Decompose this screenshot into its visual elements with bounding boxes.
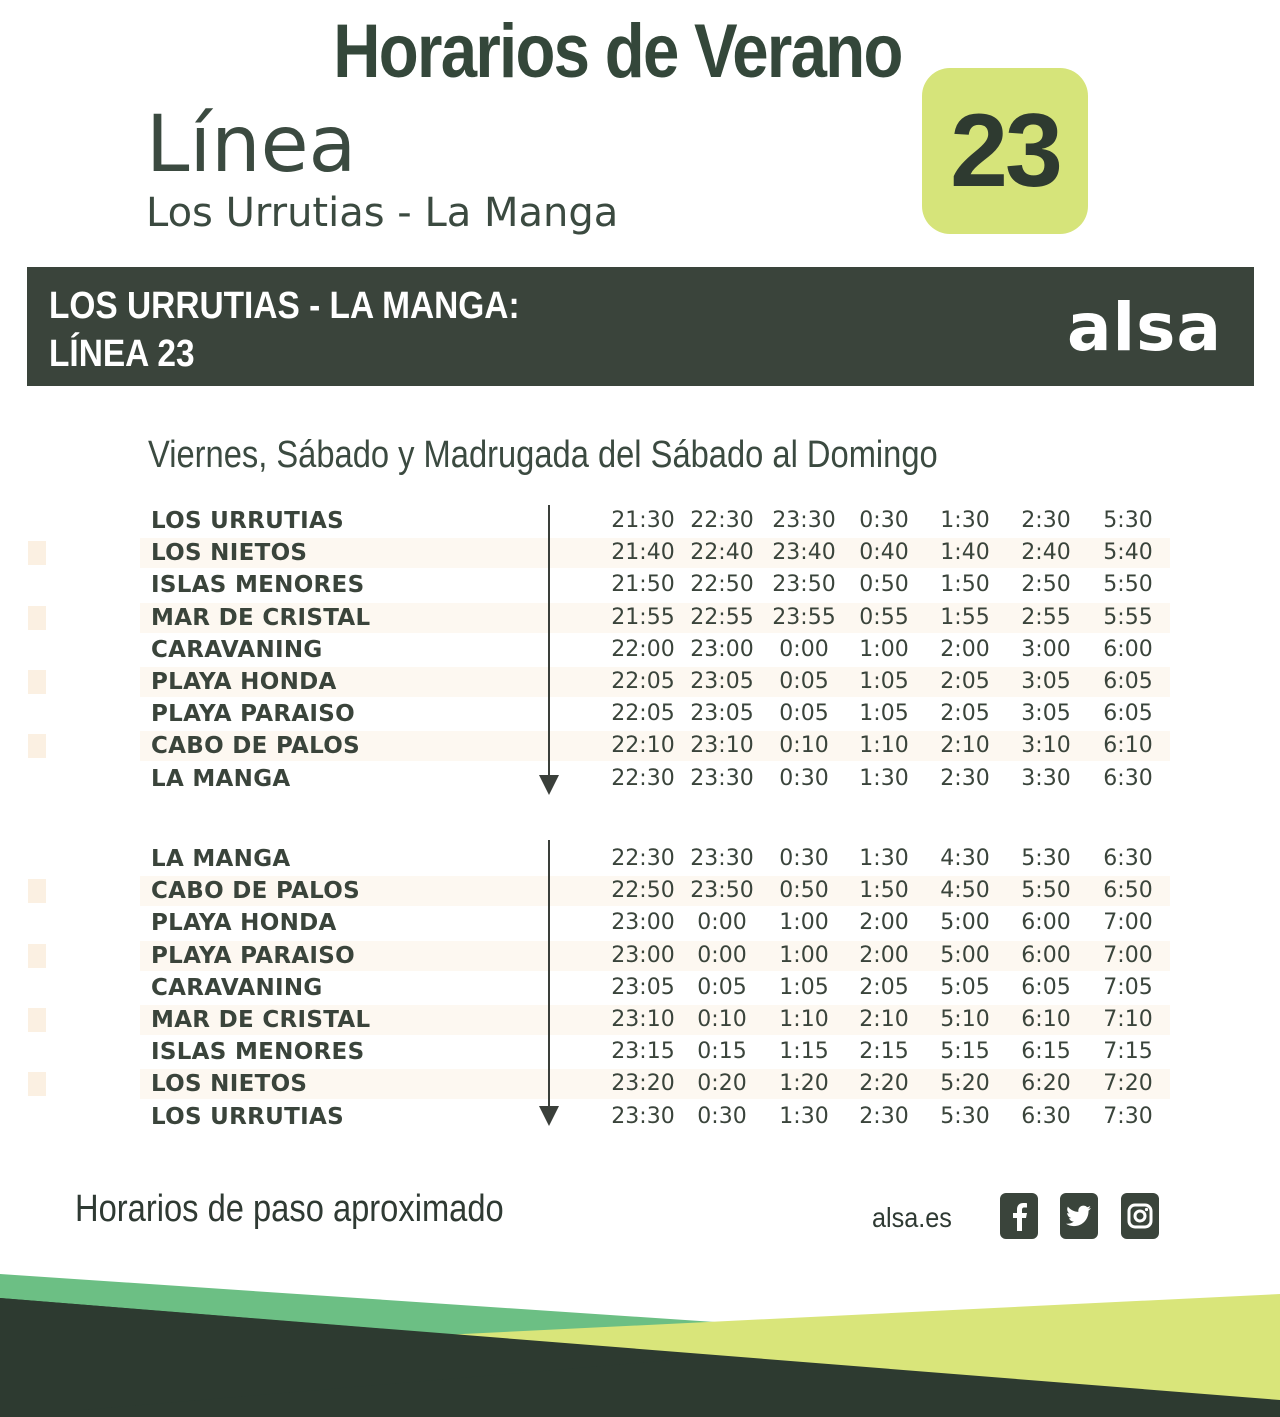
stop-name: PLAYA HONDA <box>151 910 337 937</box>
departure-time: 22:10 <box>611 733 675 759</box>
departure-time: 1:55 <box>940 604 990 630</box>
stop-name: PLAYA PARAISO <box>151 701 356 728</box>
departure-time: 6:30 <box>1103 846 1153 871</box>
timetable-row <box>0 875 1280 907</box>
departure-time: 22:30 <box>611 846 675 871</box>
stop-name: LA MANGA <box>151 846 291 872</box>
departure-time: 7:10 <box>1103 1007 1153 1032</box>
linea-label: Línea <box>146 100 357 190</box>
departure-time: 5:30 <box>1021 846 1071 871</box>
decorative-stripes <box>0 1270 1280 1417</box>
timetable-row <box>0 634 1280 666</box>
departure-time: 1:50 <box>859 878 909 904</box>
departure-time: 6:50 <box>1103 878 1153 904</box>
departure-time: 23:30 <box>690 846 754 871</box>
row-marker <box>28 541 46 565</box>
departure-time: 0:10 <box>779 733 829 759</box>
departure-time: 1:00 <box>859 636 909 662</box>
timetable-row <box>0 505 1280 537</box>
row-marker <box>28 606 46 630</box>
stop-name: MAR DE CRISTAL <box>151 604 371 631</box>
departure-time: 2:30 <box>1021 508 1071 533</box>
route-name: Los Urrutias - La Manga <box>146 190 619 236</box>
departure-time: 6:00 <box>1021 910 1071 936</box>
departure-time: 0:20 <box>697 1071 747 1097</box>
departure-time: 3:05 <box>1021 669 1071 694</box>
departure-time: 0:05 <box>779 701 829 727</box>
stop-name: CARAVANING <box>151 974 323 1001</box>
departure-time: 5:30 <box>940 1103 990 1129</box>
departure-time: 0:05 <box>697 974 747 1000</box>
departure-time: 2:30 <box>859 1103 909 1129</box>
departure-time: 0:30 <box>697 1103 747 1129</box>
departure-time: 23:00 <box>611 942 675 968</box>
departure-time: 5:30 <box>1103 508 1153 533</box>
stop-name: LOS NIETOS <box>151 1071 308 1098</box>
timetable-row <box>0 843 1280 875</box>
departure-time: 1:30 <box>779 1103 829 1129</box>
departure-time: 2:05 <box>859 974 909 1000</box>
timetable-row <box>0 602 1280 634</box>
departure-time: 6:30 <box>1021 1103 1071 1129</box>
departure-time: 23:30 <box>611 1103 675 1129</box>
departure-time: 23:40 <box>772 540 836 566</box>
departure-time: 7:20 <box>1103 1071 1153 1097</box>
departure-time: 2:15 <box>859 1039 909 1065</box>
departure-time: 0:05 <box>779 669 829 694</box>
stop-name: MAR DE CRISTAL <box>151 1007 371 1033</box>
departure-time: 6:10 <box>1103 733 1153 759</box>
departure-time: 7:00 <box>1103 942 1153 968</box>
departure-time: 5:20 <box>940 1071 990 1097</box>
departure-time: 1:10 <box>779 1007 829 1032</box>
alsa-logo: alsa <box>1067 289 1222 366</box>
approximate-times-note: Horarios de paso aproximado <box>75 1188 504 1230</box>
departure-time: 3:05 <box>1021 701 1071 727</box>
timetable-row <box>0 1004 1280 1036</box>
departure-time: 22:05 <box>611 701 675 727</box>
timetable-row <box>0 537 1280 569</box>
row-marker <box>28 879 46 903</box>
departure-time: 1:05 <box>779 974 829 1000</box>
departure-time: 1:50 <box>940 572 990 598</box>
departure-time: 2:20 <box>859 1071 909 1097</box>
row-marker <box>28 944 46 968</box>
departure-time: 0:10 <box>697 1007 747 1032</box>
timetable-row <box>0 569 1280 601</box>
inbound-direction-arrow-head <box>539 1106 559 1126</box>
departure-time: 1:00 <box>779 942 829 968</box>
departure-time: 0:30 <box>779 846 829 871</box>
departure-time: 2:00 <box>940 636 990 662</box>
departure-time: 0:00 <box>697 942 747 968</box>
departure-time: 5:00 <box>940 910 990 936</box>
departure-time: 6:30 <box>1103 765 1153 791</box>
departure-time: 23:05 <box>611 974 675 1000</box>
departure-time: 1:05 <box>859 669 909 694</box>
departure-time: 7:30 <box>1103 1103 1153 1129</box>
departure-time: 22:30 <box>611 765 675 791</box>
page-title: Horarios de Verano <box>333 9 902 94</box>
departure-time: 0:00 <box>779 636 829 662</box>
departure-time: 22:40 <box>690 540 754 566</box>
departure-time: 0:50 <box>779 878 829 904</box>
departure-time: 1:30 <box>940 508 990 533</box>
route-banner <box>27 267 1254 386</box>
banner-route-title: LOS URRUTIAS - LA MANGA: <box>49 285 520 327</box>
departure-time: 21:30 <box>611 508 675 533</box>
departure-time: 23:20 <box>611 1071 675 1097</box>
inbound-direction-arrow-line <box>548 840 550 1107</box>
stop-name: PLAYA HONDA <box>151 669 337 695</box>
departure-time: 5:50 <box>1021 878 1071 904</box>
departure-time: 1:00 <box>779 910 829 936</box>
departure-time: 6:05 <box>1103 701 1153 727</box>
departure-time: 3:00 <box>1021 636 1071 662</box>
row-marker <box>28 670 46 694</box>
departure-time: 22:00 <box>611 636 675 662</box>
outbound-direction-arrow-line <box>548 505 550 777</box>
stop-name: CABO DE PALOS <box>151 878 360 905</box>
stop-name: LA MANGA <box>151 765 291 792</box>
departure-time: 23:30 <box>690 765 754 791</box>
departure-time: 2:10 <box>940 733 990 759</box>
departure-time: 0:30 <box>779 765 829 791</box>
stop-name: ISLAS MENORES <box>151 572 365 599</box>
row-marker <box>28 1072 46 1096</box>
departure-time: 1:20 <box>779 1071 829 1097</box>
timetable-row <box>0 907 1280 939</box>
line-number-badge <box>922 68 1088 234</box>
departure-time: 5:00 <box>940 942 990 968</box>
departure-time: 6:05 <box>1103 669 1153 694</box>
departure-time: 3:10 <box>1021 733 1071 759</box>
stop-name: PLAYA PARAISO <box>151 942 356 969</box>
departure-time: 6:20 <box>1021 1071 1071 1097</box>
instagram-icon[interactable] <box>1121 1193 1159 1239</box>
departure-time: 23:50 <box>772 572 836 598</box>
departure-time: 4:50 <box>940 878 990 904</box>
departure-time: 21:40 <box>611 540 675 566</box>
departure-time: 2:00 <box>859 942 909 968</box>
departure-time: 22:30 <box>690 508 754 533</box>
departure-time: 23:05 <box>690 669 754 694</box>
departure-time: 1:15 <box>779 1039 829 1065</box>
departure-time: 2:55 <box>1021 604 1071 630</box>
departure-time: 22:50 <box>690 572 754 598</box>
departure-time: 6:00 <box>1103 636 1153 662</box>
schedule-days: Viernes, Sábado y Madrugada del Sábado al Domingo <box>148 434 938 476</box>
departure-time: 21:50 <box>611 572 675 598</box>
departure-time: 23:00 <box>611 910 675 936</box>
departure-time: 4:30 <box>940 846 990 871</box>
departure-time: 6:15 <box>1021 1039 1071 1065</box>
departure-time: 7:15 <box>1103 1039 1153 1065</box>
twitter-icon[interactable] <box>1060 1193 1098 1239</box>
departure-time: 2:30 <box>940 765 990 791</box>
departure-time: 6:05 <box>1021 974 1071 1000</box>
timetable-row <box>0 698 1280 730</box>
departure-time: 1:05 <box>859 701 909 727</box>
departure-time: 0:50 <box>859 572 909 598</box>
departure-time: 0:15 <box>697 1039 747 1065</box>
timetable-row <box>0 666 1280 698</box>
departure-time: 5:50 <box>1103 572 1153 598</box>
departure-time: 21:55 <box>611 604 675 630</box>
departure-time: 2:05 <box>940 669 990 694</box>
departure-time: 0:00 <box>697 910 747 936</box>
outbound-direction-arrow-head <box>539 775 559 795</box>
stop-name: LOS NIETOS <box>151 540 308 567</box>
departure-time: 5:15 <box>940 1039 990 1065</box>
departure-time: 5:55 <box>1103 604 1153 630</box>
stop-name: LOS URRUTIAS <box>151 1103 344 1130</box>
departure-time: 7:05 <box>1103 974 1153 1000</box>
departure-time: 1:40 <box>940 540 990 566</box>
timetable-row <box>0 940 1280 972</box>
stop-name: CARAVANING <box>151 636 323 663</box>
departure-time: 22:50 <box>611 878 675 904</box>
departure-time: 5:05 <box>940 974 990 1000</box>
departure-time: 6:10 <box>1021 1007 1071 1032</box>
website-link[interactable]: alsa.es <box>872 1202 952 1233</box>
departure-time: 23:55 <box>772 604 836 630</box>
timetable-row <box>0 1101 1280 1133</box>
facebook-icon[interactable] <box>1000 1193 1038 1239</box>
stop-name: ISLAS MENORES <box>151 1039 365 1066</box>
departure-time: 1:30 <box>859 846 909 871</box>
departure-time: 23:15 <box>611 1039 675 1065</box>
departure-time: 1:10 <box>859 733 909 759</box>
departure-time: 0:30 <box>859 508 909 533</box>
departure-time: 23:50 <box>690 878 754 904</box>
row-marker <box>28 1008 46 1032</box>
banner-line-label: LÍNEA 23 <box>49 333 195 375</box>
row-marker <box>28 734 46 758</box>
departure-time: 0:55 <box>859 604 909 630</box>
departure-time: 22:05 <box>611 669 675 694</box>
stop-name: LOS URRUTIAS <box>151 508 344 534</box>
departure-time: 2:50 <box>1021 572 1071 598</box>
timetable-row <box>0 972 1280 1004</box>
timetable-row <box>0 730 1280 762</box>
departure-time: 23:10 <box>611 1007 675 1032</box>
departure-time: 23:30 <box>772 508 836 533</box>
stop-name: CABO DE PALOS <box>151 733 360 760</box>
departure-time: 7:00 <box>1103 910 1153 936</box>
departure-time: 3:30 <box>1021 765 1071 791</box>
departure-time: 2:05 <box>940 701 990 727</box>
departure-time: 6:00 <box>1021 942 1071 968</box>
departure-time: 5:10 <box>940 1007 990 1032</box>
departure-time: 2:40 <box>1021 540 1071 566</box>
departure-time: 23:10 <box>690 733 754 759</box>
line-number: 23 <box>950 92 1060 209</box>
departure-time: 1:30 <box>859 765 909 791</box>
departure-time: 0:40 <box>859 540 909 566</box>
timetable-row <box>0 763 1280 795</box>
departure-time: 23:00 <box>690 636 754 662</box>
timetable-row <box>0 1036 1280 1068</box>
timetable-row <box>0 1068 1280 1100</box>
departure-time: 5:40 <box>1103 540 1153 566</box>
departure-time: 23:05 <box>690 701 754 727</box>
departure-time: 2:00 <box>859 910 909 936</box>
departure-time: 2:10 <box>859 1007 909 1032</box>
departure-time: 22:55 <box>690 604 754 630</box>
